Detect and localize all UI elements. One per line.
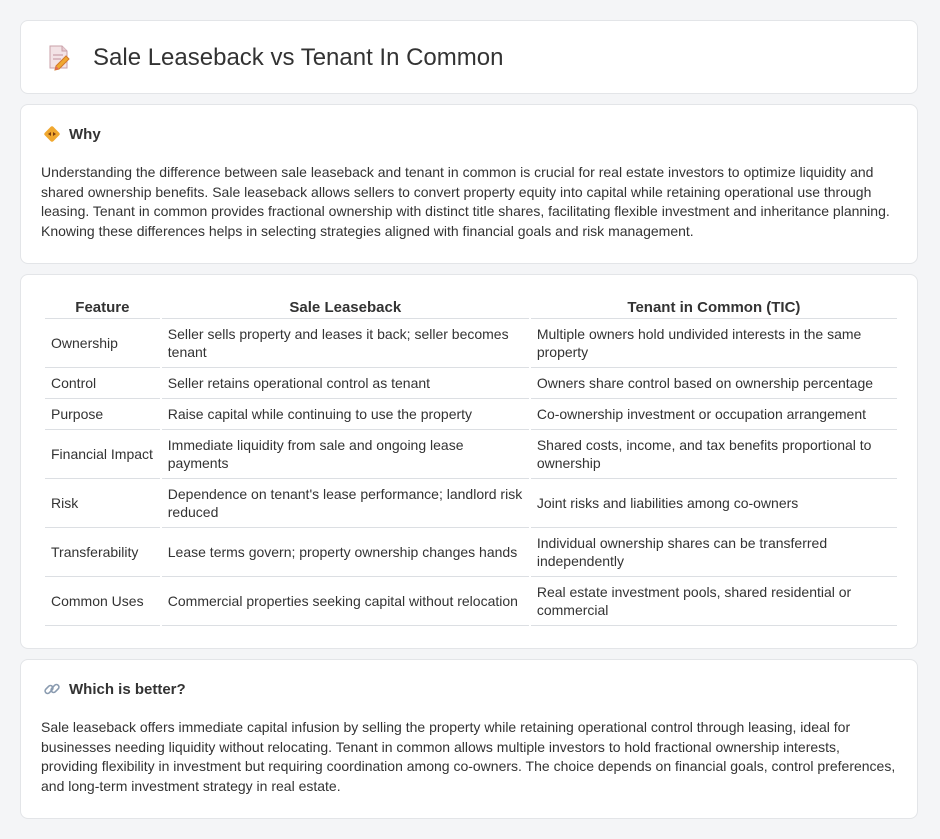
table-row — [45, 368, 897, 399]
why-section — [20, 104, 918, 264]
document-pencil-icon — [47, 44, 71, 72]
tic-cell: Co-ownership investment or occupation arrangement — [531, 399, 897, 430]
better-body: Sale leaseback offers immediate capital infusion by selling the property while retaining operational control through leasing, ideal for businesses needing liquidity without relocating. Tenant in common allows multiple investors to hold fractional ownership interests, providing flexibility in investment but requiring coordination among co-owners. The choice depends on financial goals, control preferences, and long-term investment strategy in real estate. — [41, 719, 896, 794]
feature-cell: Common Uses — [45, 577, 160, 626]
sale-leaseback-cell: Seller retains operational control as tenant — [162, 368, 529, 399]
diamond-arrows-icon — [43, 125, 61, 143]
comparison-section — [20, 274, 918, 649]
title-card — [20, 20, 918, 94]
why-header — [43, 125, 101, 143]
sale-leaseback-cell: Immediate liquidity from sale and ongoing lease payments — [162, 430, 529, 479]
sale-leaseback-cell: Dependence on tenant's lease performance; landlord risk reduced — [162, 479, 529, 528]
feature-cell: Purpose — [45, 399, 160, 430]
sale-leaseback-cell: Seller sells property and leases it back; seller becomes tenant — [162, 319, 529, 368]
header-sale-leaseback: Sale Leaseback — [162, 295, 529, 319]
why-title: Why — [69, 125, 101, 143]
comparison-table — [43, 295, 899, 626]
table-row — [45, 399, 897, 430]
feature-cell: Transferability — [45, 528, 160, 577]
sale-leaseback-cell: Commercial properties seeking capital without relocation — [162, 577, 529, 626]
header-tenant-in-common: Tenant in Common (TIC) — [531, 295, 897, 319]
page-title: Sale Leaseback vs Tenant In Common — [93, 44, 504, 71]
table-row — [45, 577, 897, 626]
header-feature: Feature — [45, 295, 160, 319]
tic-cell: Real estate investment pools, shared residential or commercial — [531, 577, 897, 626]
why-body: Understanding the difference between sale leaseback and tenant in common is crucial for real estate investors to optimize liquidity and shared ownership benefits. Sale leaseback allows sellers to convert property equity into capital while retaining operational use through leasing. Tenant in common provides fractional ownership with distinct title shares, facilitating flexible investment and inheritance planning. Knowing these differences helps in selecting strategies aligned with financial goals and risk management. — [41, 164, 890, 239]
which-better-section — [20, 659, 918, 819]
tic-cell: Owners share control based on ownership percentage — [531, 368, 897, 399]
feature-cell: Financial Impact — [45, 430, 160, 479]
sale-leaseback-cell: Raise capital while continuing to use the property — [162, 399, 529, 430]
tic-cell: Multiple owners hold undivided interests in the same property — [531, 319, 897, 368]
table-header-row — [45, 295, 897, 319]
tic-cell: Shared costs, income, and tax benefits proportional to ownership — [531, 430, 897, 479]
feature-cell: Ownership — [45, 319, 160, 368]
feature-cell: Risk — [45, 479, 160, 528]
table-row — [45, 528, 897, 577]
feature-cell: Control — [45, 368, 160, 399]
sale-leaseback-cell: Lease terms govern; property ownership changes hands — [162, 528, 529, 577]
table-row — [45, 479, 897, 528]
tic-cell: Individual ownership shares can be transferred independently — [531, 528, 897, 577]
table-row — [45, 319, 897, 368]
better-title: Which is better? — [69, 680, 186, 698]
title-bar — [47, 43, 503, 73]
better-header — [43, 680, 186, 698]
link-icon — [43, 680, 61, 698]
tic-cell: Joint risks and liabilities among co-owners — [531, 479, 897, 528]
table-row — [45, 430, 897, 479]
